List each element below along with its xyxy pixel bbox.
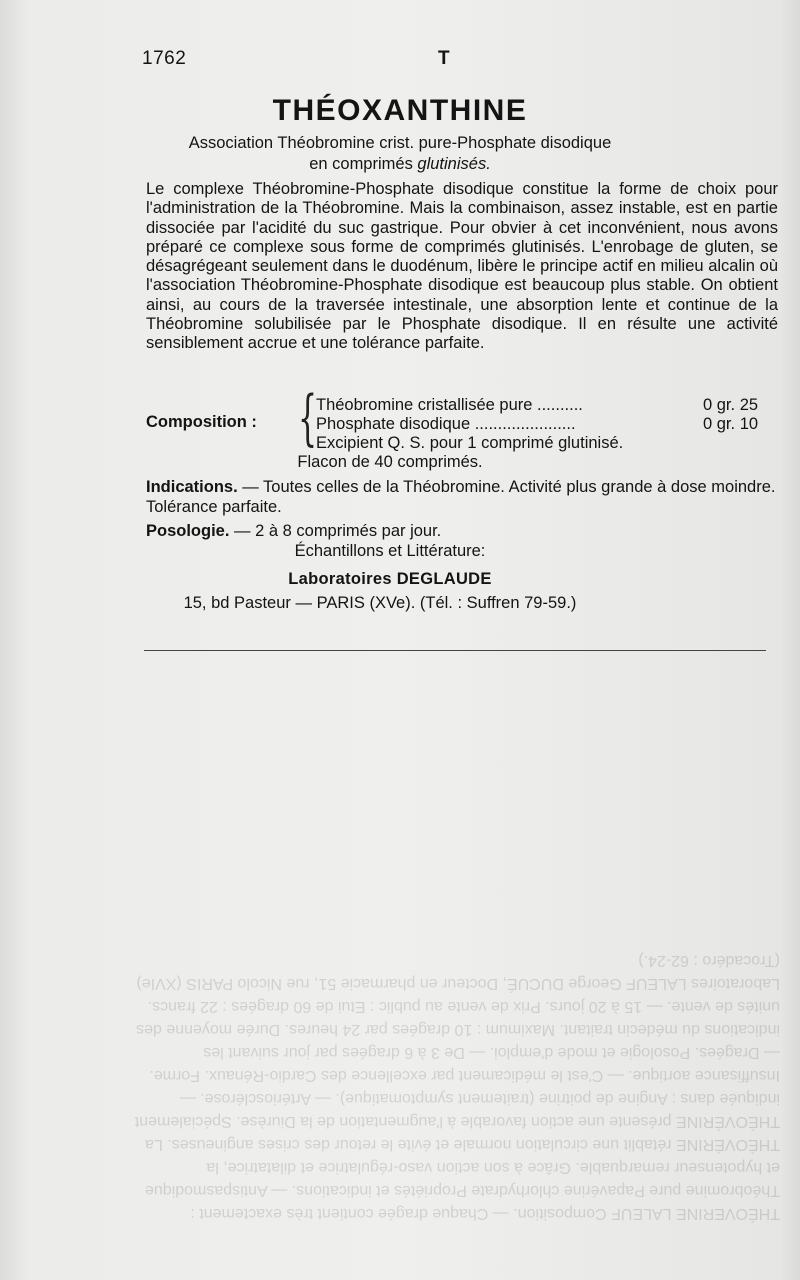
brace-glyph: { [298, 383, 318, 453]
subtitle-line-2-italic: glutinisés. [417, 155, 491, 173]
page-number: 1762 [142, 48, 187, 69]
composition-item-3: Excipient Q. S. pour 1 comprimé glutinisé. [316, 434, 624, 452]
composition-item-2: Phosphate disodique ...................... [316, 415, 576, 433]
samples-line: Échantillons et Littérature: [294, 542, 486, 560]
indications-paragraph [146, 478, 778, 517]
flacon-line: Flacon de 40 comprimés. [297, 453, 483, 471]
laboratory-name: Laboratoires DEGLAUDE [288, 570, 492, 588]
posologie-label: Posologie. [146, 522, 230, 540]
posologie-text: — 2 à 8 comprimés par jour. [229, 522, 442, 540]
description-paragraph [146, 180, 778, 354]
composition-dose-1: 0 gr. 25 [703, 396, 759, 414]
laboratory-address: 15, bd Pasteur — PARIS (XVe). (Tél. : Suffren 79-59.) [183, 594, 577, 612]
subtitle-line-2 [0, 155, 800, 174]
product-title: THÉOXANTHINE [272, 94, 528, 127]
description-text: Le complexe Théobromine-Phosphate disodique constitue la forme de choix pour l'administration de la Théobromine. Mais la combinaison, assez instable, est en partie dissociée par l'acidité du suc gastrique. Pour obvier à cet inconvénient, nous avons préparé ce complexe sous forme de comprimés glutinisés. L'enrobage de gluten, se désagrégeant seulement dans le duodénum, libère le principe actif en milieu alcalin où l'association Théobromine-Phosphate disodique est beaucoup plus stable. On obtient ainsi, au cours de la traversée intestinale, une absorption lente et continue de la Théobromine solubilisée par le Phosphate disodique. Il en résulte une activité sensiblement accrue et une tolérance parfaite. [146, 180, 778, 353]
section-letter: T [438, 48, 450, 69]
posologie-paragraph [146, 522, 778, 542]
subtitle-line-1: Association Théobromine crist. pure-Phosphate disodique [188, 134, 612, 152]
composition-item-1: Théobromine cristallisée pure .......... [316, 396, 583, 414]
indications-text: — Toutes celles de la Théobromine. Activité plus grande à dose moindre. Tolérance parfaite. [146, 478, 776, 516]
separator-rule [144, 650, 766, 651]
composition-dose-2: 0 gr. 10 [703, 415, 759, 433]
subtitle-line-2-prefix: en comprimés [309, 155, 418, 173]
bleed-through-text: THÉOVERINE LALEUF Composition. — Chaque dragée contient très exactement : Théobromine pure Papavérine chlorhydrate Propriétés et indications. — Antispasmodique et hypotenseur remarquable. Grâce à son action vaso-régulatrice et dilatatrice, la THÉOVÉRINE rétablit une circulation normale et évite le retour des crises angineuses. La THÉOVÉRINE présente une action favorable à l'augmentation de la Diurèse. Spécialement indiquée dans : Angine de poitrine (traitement symptomatique). — Artériosclérose. — Insuffisance aortique. — C'est le médicament par excellence des Cardio-Rénaux. Forme. — Dragées. Posologie et mode d'emploi. — De 3 à 6 dragées par jour suivant les indications du médecin traitant. Maximum : 10 dragées par 24 heures. Durée moyenne des unités de vente. — 15 à 20 jours. Prix de vente au public : Etui de 60 dragées : 22 francs. Laboratoires LALEUF George DUCUÉ, Docteur en pharmacie 51, rue Nicolo PARIS (XVIe) (Trocadéro : 62-24.) [134, 952, 780, 1222]
indications-label: Indications. [146, 478, 238, 496]
composition-label: Composition : [146, 413, 257, 431]
